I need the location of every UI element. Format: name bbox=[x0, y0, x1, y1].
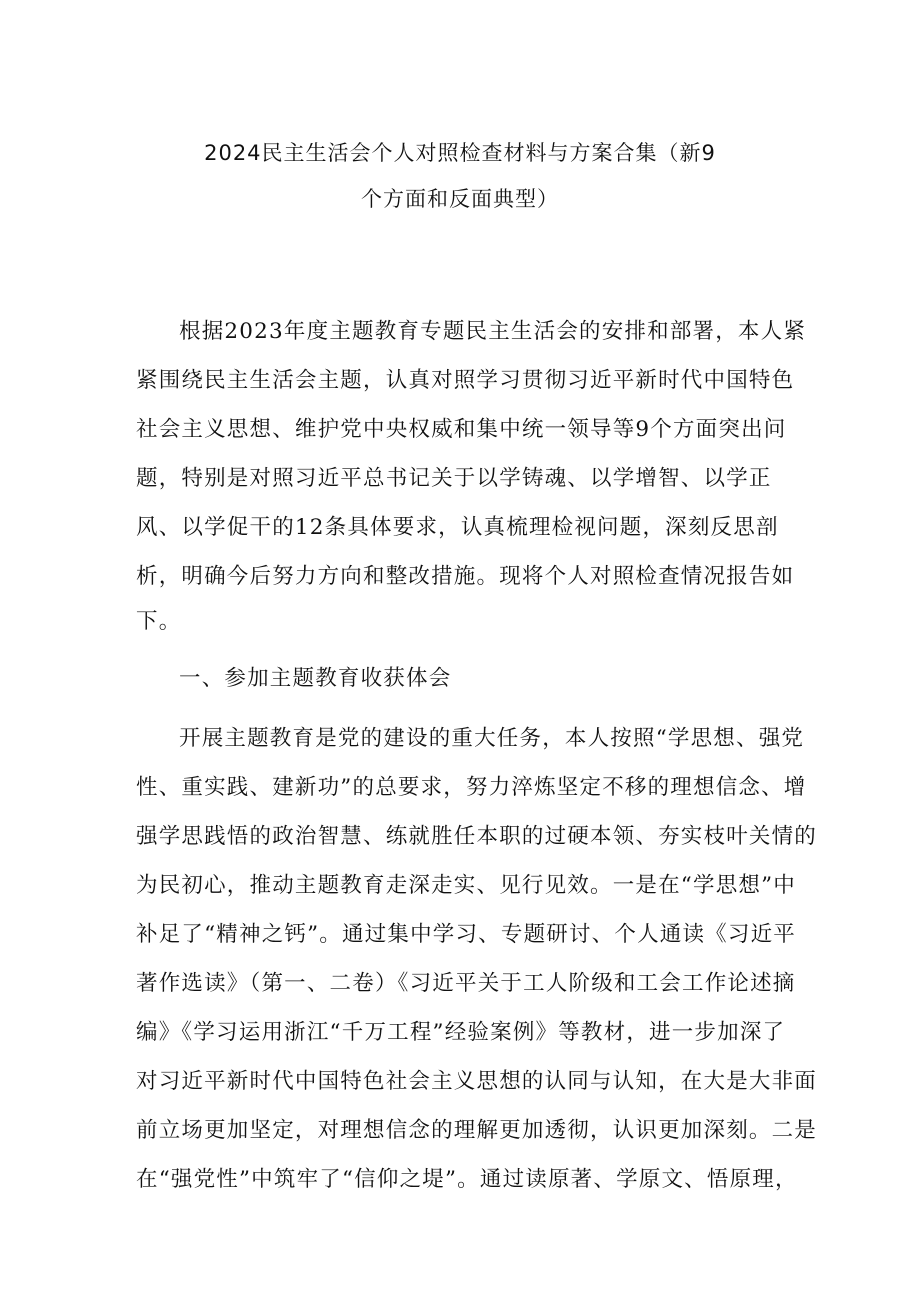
intro-line: 根据2023年度主题教育专题民主生活会的安排和部署，本人紧 bbox=[179, 319, 807, 344]
intro-line: 下。 bbox=[136, 609, 182, 634]
body-line: 为民初心，推动主题教育走深走实、见行见效。一是在“学思想”中 bbox=[136, 873, 796, 898]
body-line: 编》《学习运用浙江“千万工程”经验案例》等教材，进一步加深了 bbox=[136, 1020, 786, 1045]
intro-line: 析，明确今后努力方向和整改措施。现将个人对照检查情况报告如 bbox=[136, 564, 795, 589]
document-title-line-2: 个方面和反面典型） bbox=[361, 187, 559, 211]
body-line: 性、重实践、建新功”的总要求，努力淬炼坚定不移的理想信念、增 bbox=[136, 775, 807, 800]
body-line: 在“强党性”中筑牢了“信仰之堤”。通过读原著、学原文、悟原理， bbox=[136, 1167, 798, 1192]
body-line: 对习近平新时代中国特色社会主义思想的认同与认知，在大是大非面 bbox=[136, 1069, 818, 1094]
intro-line: 紧围绕民主生活会主题，认真对照学习贯彻习近平新时代中国特色 bbox=[136, 368, 795, 393]
body-line: 著作选读》（第一、二卷）《习近平关于工人阶级和工会工作论述摘 bbox=[136, 971, 796, 996]
intro-line: 社会主义思想、维护党中央权威和集中统一领导等9个方面突出问 bbox=[136, 417, 787, 442]
section-heading: 一、参加主题教育收获体会 bbox=[179, 666, 452, 691]
intro-line: 题，特别是对照习近平总书记关于以学铸魂、以学增智、以学正 bbox=[136, 466, 772, 491]
body-line: 补足了“精神之钙”。通过集中学习、专题研讨、个人通读《习近平 bbox=[136, 922, 796, 947]
body-line: 前立场更加坚定，对理想信念的理解更加透彻，认识更加深刻。二是 bbox=[136, 1118, 818, 1143]
body-line: 强学思践悟的政治智慧、练就胜任本职的过硬本领、夯实枝叶关情的 bbox=[136, 824, 818, 849]
body-line: 开展主题教育是党的建设的重大任务，本人按照“学思想、强党 bbox=[179, 726, 805, 751]
intro-line: 风、以学促干的12条具体要求，认真梳理检视问题，深刻反思剖 bbox=[136, 515, 779, 540]
document-title-line-1: 2024民主生活会个人对照检查材料与方案合集（新9 bbox=[204, 141, 716, 165]
